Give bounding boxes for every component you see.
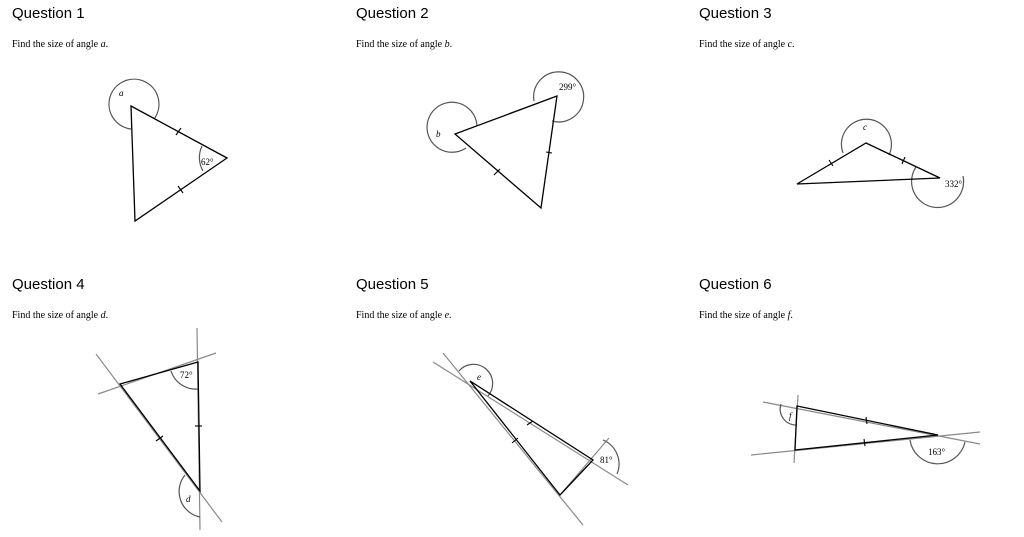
extended-line	[751, 432, 980, 455]
equal-side-mark	[866, 417, 867, 424]
question-title: Question 6	[699, 276, 772, 293]
angle-label-f: f	[789, 411, 792, 421]
angle-label-given: 332°	[945, 179, 963, 189]
angle-label-e: e	[477, 372, 481, 382]
question-prompt: Find the size of angle b.	[356, 39, 453, 50]
equal-side-mark	[864, 439, 865, 446]
question-prompt: Find the size of angle c.	[699, 39, 795, 50]
angle-label-a: a	[119, 88, 124, 98]
angle-label-c: c	[863, 122, 867, 132]
question-title: Question 1	[12, 5, 85, 22]
angle-label-given: 81°	[600, 455, 613, 465]
question-title: Question 3	[699, 5, 772, 22]
angle-label-given: 299°	[559, 82, 577, 92]
question-prompt: Find the size of angle d.	[12, 310, 109, 321]
question-title: Question 2	[356, 5, 429, 22]
angle-label-b: b	[436, 129, 441, 139]
question-prompt: Find the size of angle a.	[12, 39, 109, 50]
angle-label-given: 62°	[201, 157, 214, 167]
question-prompt: Find the size of angle f.	[699, 310, 793, 321]
angle-label-d: d	[186, 494, 191, 504]
question-title: Question 4	[12, 276, 85, 293]
angle-label-given: 72°	[180, 370, 193, 380]
question-title: Question 5	[356, 276, 429, 293]
angle-label-given: 163°	[928, 447, 946, 457]
question-prompt: Find the size of angle e.	[356, 310, 452, 321]
